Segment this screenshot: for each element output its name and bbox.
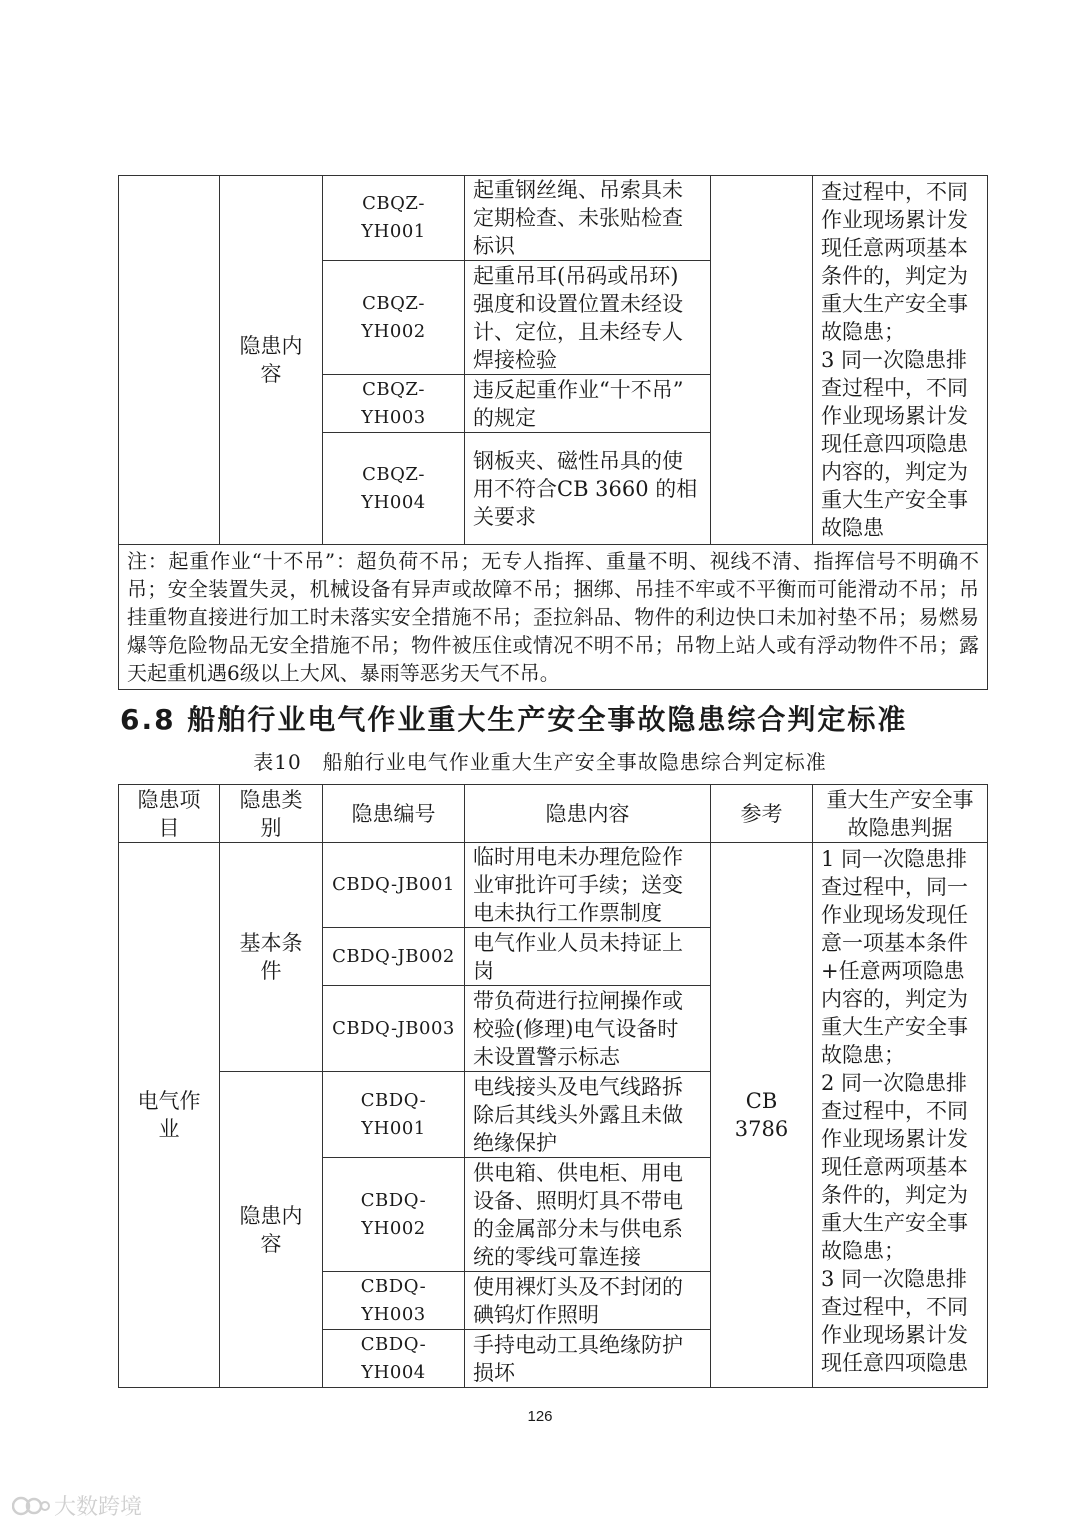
item-cell: 电气作 业 <box>119 843 220 1388</box>
criteria-cell: 查过程中，不同 作业现场累计发 现任意两项基本 条件的，判定为 重大生产安全事 故隐患； 3 同一次隐患排 查过程中，不同 作业现场累计发 现任意四项隐患 内容的，判定为 重大生产安全事 故隐患 <box>813 176 988 545</box>
hazard-content: 违反起重作业“十不吊” 的规定 <box>465 375 711 433</box>
hazard-content: 起重钢丝绳、吊索具未 定期检查、未张贴检查 标识 <box>465 176 711 261</box>
reference-cell: CB 3786 <box>711 843 813 1388</box>
table-caption: 表10 船舶行业电气作业重大生产安全事故隐患综合判定标准 <box>253 750 827 774</box>
hazard-code: CBDQ-JB003 <box>323 986 465 1072</box>
hazard-content: 供电箱、供电柜、用电 设备、照明灯具不带电 的金属部分未与供电系 统的零线可靠连接 <box>465 1158 711 1272</box>
hazard-code: CBDQ-YH003 <box>323 1272 465 1330</box>
hazard-code: CBQZ-YH004 <box>323 433 465 545</box>
hazard-code: CBDQ-YH002 <box>323 1158 465 1272</box>
header-category: 隐患类 别 <box>220 785 323 843</box>
header-criteria: 重大生产安全事 故隐患判据 <box>813 785 988 843</box>
header-item: 隐患项 目 <box>119 785 220 843</box>
category-cell-basic: 基本条 件 <box>220 843 323 1072</box>
hazard-code: CBDQ-JB002 <box>323 928 465 986</box>
hazard-content: 使用裸灯头及不封闭的 碘钨灯作照明 <box>465 1272 711 1330</box>
hazard-code: CBDQ-YH004 <box>323 1330 465 1388</box>
item-cell <box>119 176 220 545</box>
category-cell-hazard: 隐患内 容 <box>220 1072 323 1388</box>
hazard-content: 电线接头及电气线路拆 除后其线头外露且未做 绝缘保护 <box>465 1072 711 1158</box>
hazard-content: 电气作业人员未持证上 岗 <box>465 928 711 986</box>
page-number: 126 <box>527 1408 553 1425</box>
hazard-code: CBQZ-YH002 <box>323 261 465 375</box>
header-code: 隐患编号 <box>323 785 465 843</box>
watermark <box>12 1490 142 1521</box>
lifting-hazard-table <box>118 175 988 690</box>
hazard-code: CBDQ-YH001 <box>323 1072 465 1158</box>
section-heading: 6.8 船舶行业电气作业重大生产安全事故隐患综合判定标准 <box>120 703 908 736</box>
hazard-content: 起重吊耳(吊码或吊环) 强度和设置位置未经设 计、定位，且未经专人 焊接检验 <box>465 261 711 375</box>
reference-cell <box>711 176 813 545</box>
hazard-code: CBQZ-YH003 <box>323 375 465 433</box>
watermark-text: 大数跨境 <box>54 1495 143 1520</box>
hazard-content: 临时用电未办理危险作 业审批许可手续；送变 电未执行工作票制度 <box>465 843 711 928</box>
header-content: 隐患内容 <box>465 785 711 843</box>
hazard-content: 带负荷进行拉闸操作或 校验(修理)电气设备时 未设置警示标志 <box>465 986 711 1072</box>
hazard-content: 钢板夹、磁性吊具的使 用不符合CB 3660 的相 关要求 <box>465 433 711 545</box>
watermark-logo-icon <box>12 1495 50 1517</box>
electrical-hazard-table <box>118 784 988 1388</box>
header-reference: 参考 <box>711 785 813 843</box>
hazard-code: CBQZ-YH001 <box>323 176 465 261</box>
criteria-cell: 1 同一次隐患排 查过程中，同一 作业现场发现任 意一项基本条件 +任意两项隐患 内容的，判定为 重大生产安全事 故隐患； 2 同一次隐患排 查过程中，不同 作业现场累计发 现任意两项基本 条件的，判定为 重大生产安全事 故隐患； 3 同一次隐患排 查过程中，不同 作业现场累计发 现任意四项隐患 <box>813 843 988 1388</box>
table-note: 注：起重作业“十不吊”：超负荷不吊；无专人指挥、重量不明、视线不清、指挥信号不明确不吊；安全装置失灵，机械设备有异声或故障不吊；捆绑、吊挂不牢或不平衡而可能滑动不吊；吊挂重物直接进行加工时未落实安全措施不吊；歪拉斜品、物件的利边快口未加衬垫不吊；易燃易爆等危险物品无安全措施不吊；物件被压住或情况不明不吊；吊物上站人或有浮动物件不吊；露天起重机遇6级以上大风、暴雨等恶劣天气不吊。 <box>119 545 988 690</box>
hazard-content: 手持电动工具绝缘防护 损坏 <box>465 1330 711 1388</box>
category-cell: 隐患内 容 <box>220 176 323 545</box>
hazard-code: CBDQ-JB001 <box>323 843 465 928</box>
